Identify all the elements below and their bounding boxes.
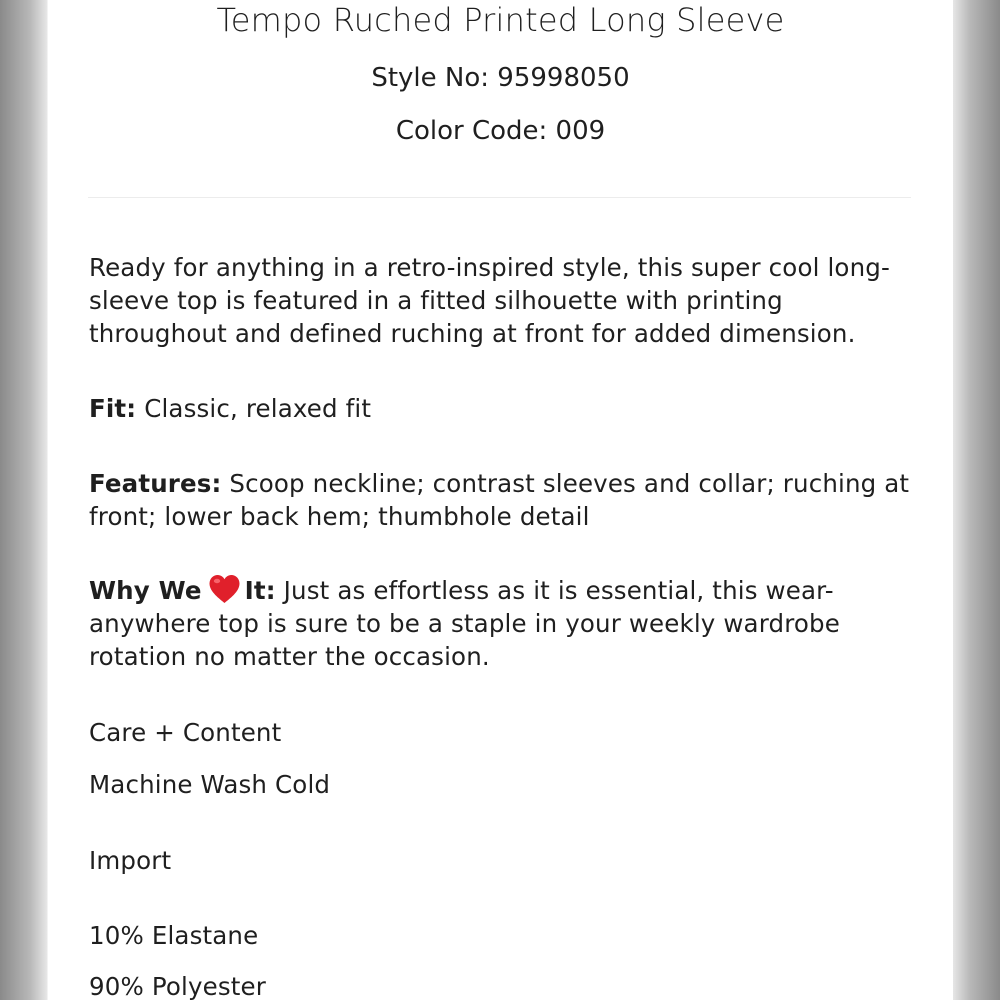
care-line-import: Import	[89, 846, 172, 875]
care-line-wash: Machine Wash Cold	[89, 770, 331, 799]
content-line-polyester: 90% Polyester	[89, 972, 266, 1000]
product-title: Tempo Ruched Printed Long Sleeve	[216, 1, 785, 39]
content-line-elastane: 10% Elastane	[89, 921, 259, 950]
fit-label: Fit:	[89, 394, 137, 423]
why-label-start: Why We	[89, 576, 202, 605]
features-row	[89, 467, 911, 533]
fit-value: Classic, relaxed fit	[136, 394, 372, 423]
why-we-love-it-row	[89, 574, 911, 673]
style-number: Style No: 95998050	[371, 63, 630, 93]
section-divider	[88, 197, 911, 198]
product-description: Ready for anything in a retro-inspired style, this super cool long-sleeve top is featured in a fitted silhouette with printing throughout and defined ruching at front for added dimension.	[89, 253, 890, 348]
fit-row	[89, 392, 911, 425]
features-value: Scoop neckline; contrast sleeves and collar; ruching at front; lower back hem; thumbhole detail	[89, 469, 910, 531]
product-details-panel	[48, 0, 953, 1000]
red-heart-icon	[208, 574, 241, 604]
care-content-heading: Care + Content	[89, 718, 282, 747]
color-code: Color Code: 009	[395, 116, 606, 146]
why-label-end: It:	[244, 576, 276, 605]
why-value: Just as effortless as it is essential, this wear-anywhere top is sure to be a staple in your weekly wardrobe rotation no matter the occasion.	[89, 576, 840, 671]
features-label: Features:	[89, 469, 222, 498]
